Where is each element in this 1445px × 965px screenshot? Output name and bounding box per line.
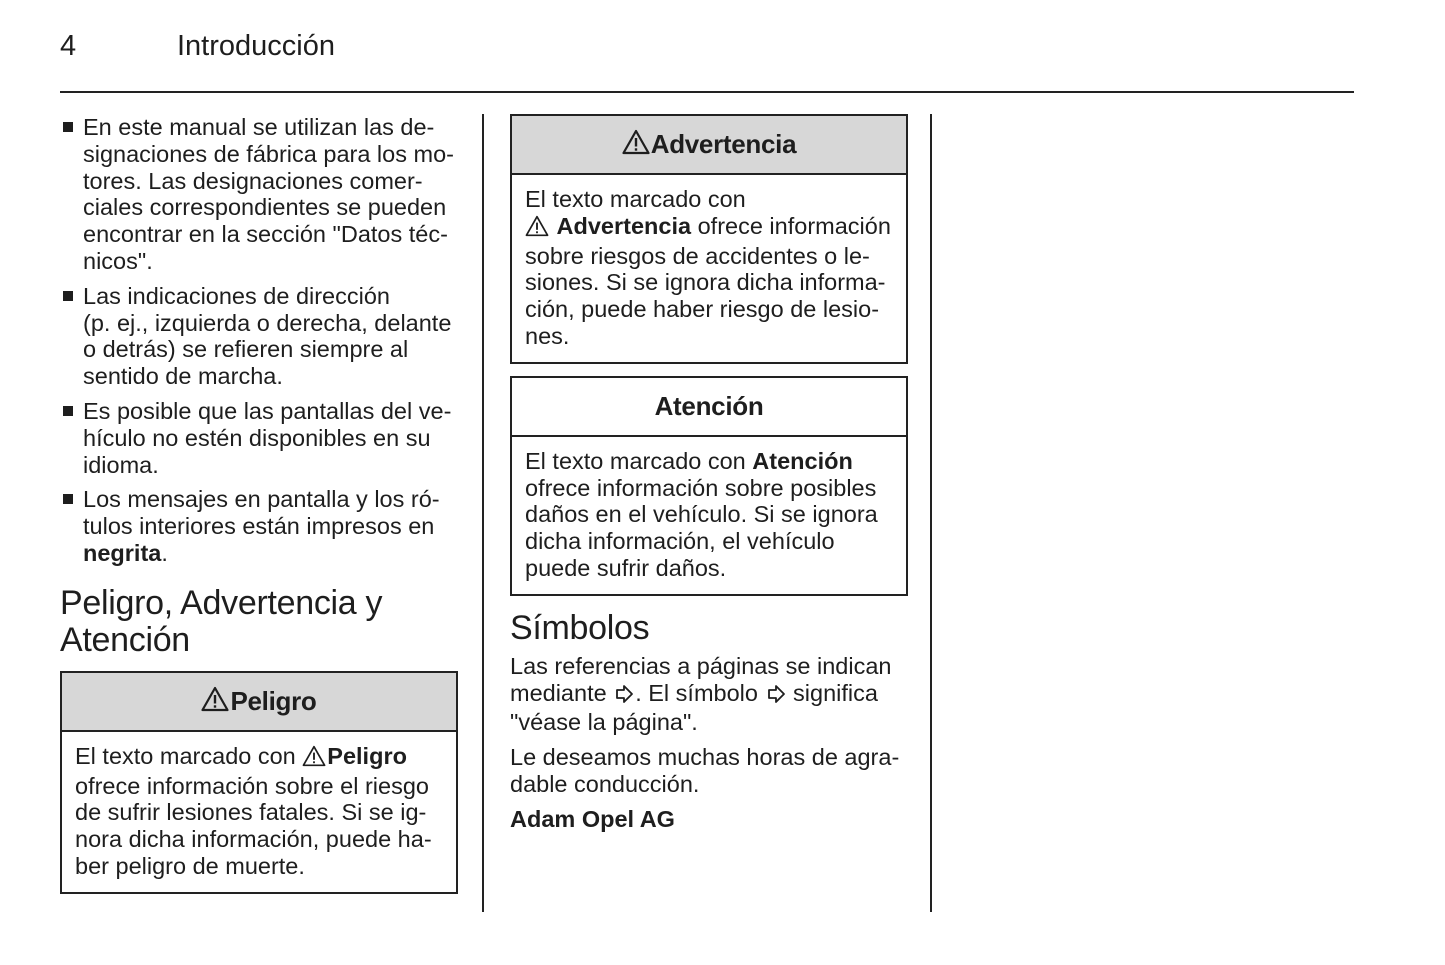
- closing-paragraph: Le deseamos muchas horas de agra- dable conducción.: [510, 744, 900, 797]
- list-item-text-end: .: [161, 539, 168, 566]
- page-reference-arrow-icon: [766, 683, 786, 710]
- peligro-box-body: [62, 732, 456, 892]
- bullet-square-icon: [63, 122, 73, 132]
- left-column: [60, 114, 458, 894]
- advertencia-box-body: [512, 175, 906, 362]
- peligro-box-header: [62, 673, 456, 732]
- atencion-body-bold: Atención: [752, 447, 853, 474]
- list-item-text: Las indicaciones de dirección (p. ej., izquierda o derecha, delante o detrás) se refieren siempre al sentido de marcha.: [83, 282, 452, 390]
- bold-term: negrita: [83, 539, 162, 566]
- atencion-box-body: [512, 437, 906, 594]
- advertencia-box: [510, 114, 908, 364]
- list-item-text: Es posible que las pantallas del ve- hículo no estén disponibles en su idioma.: [83, 397, 452, 478]
- simbolos-paragraph: [510, 653, 908, 736]
- atencion-body-text-rest: ofrece información sobre posibles daños en el vehículo. Si se ignora dicha información, el vehículo puede sufrir daños.: [525, 474, 878, 581]
- bullet-square-icon: [63, 406, 73, 416]
- bullet-list: [60, 114, 458, 567]
- right-column: [510, 114, 908, 841]
- advertencia-box-title: Advertencia: [650, 129, 797, 160]
- page-number: 4: [60, 30, 77, 62]
- warning-triangle-icon: [525, 215, 549, 243]
- column-divider-2: [930, 114, 932, 912]
- list-item: [60, 486, 458, 566]
- peligro-body-bold: Peligro: [327, 742, 407, 769]
- advertencia-body-text-rest: ofrece información sobre riesgos de accidentes o le- siones. Si se ignora dicha informa- ción, puede haber riesgo de lesio- nes.: [525, 212, 891, 349]
- list-item: [60, 114, 458, 275]
- warning-triangle-icon: [622, 129, 650, 160]
- bullet-square-icon: [63, 494, 73, 504]
- peligro-box: [60, 671, 458, 894]
- peligro-body-text-rest: ofrece información sobre el riesgo de sufrir lesiones fatales. Si se ig- nora dicha información, puede ha- ber peligro de muerte.: [75, 772, 432, 879]
- list-item: [60, 398, 458, 478]
- list-item-text: En este manual se utilizan las de- signaciones de fábrica para los mo- tores. Las designaciones comer- ciales correspondientes se pueden encontrar en la sección "Datos téc- nicos".: [83, 114, 454, 274]
- list-item: [60, 283, 458, 390]
- atencion-box-title: Atención: [654, 390, 764, 421]
- chapter-title: Introducción: [177, 30, 335, 62]
- page-reference-arrow-icon: [614, 683, 634, 710]
- bullet-square-icon: [63, 291, 73, 301]
- atencion-box: [510, 376, 908, 596]
- atencion-body-text: El texto marcado con: [525, 447, 753, 474]
- advertencia-body-text: El texto marcado con: [525, 186, 746, 212]
- simbolos-heading: Símbolos: [510, 608, 650, 647]
- warning-triangle-icon: [302, 745, 326, 773]
- simbolos-text-2: . El símbolo: [635, 679, 765, 706]
- simbolos-text-3: significa "véase la página".: [510, 679, 878, 736]
- section-heading: Peligro, Advertencia y Atención: [60, 583, 383, 659]
- column-divider-1: [482, 114, 484, 912]
- header-divider: [60, 91, 1354, 93]
- peligro-box-title: Peligro: [230, 685, 317, 716]
- simbolos-text-1: Las referencias a páginas se indican mediante: [510, 652, 892, 706]
- signature: Adam Opel AG: [510, 805, 675, 832]
- warning-triangle-icon: [201, 686, 229, 717]
- peligro-body-text: El texto marcado con: [75, 742, 303, 769]
- list-item-text: Los mensajes en pantalla y los ró- tulos interiores están impresos en: [83, 486, 440, 540]
- advertencia-body-bold: Advertencia: [556, 212, 692, 239]
- advertencia-box-header: [512, 116, 906, 175]
- atencion-box-header: [512, 378, 906, 437]
